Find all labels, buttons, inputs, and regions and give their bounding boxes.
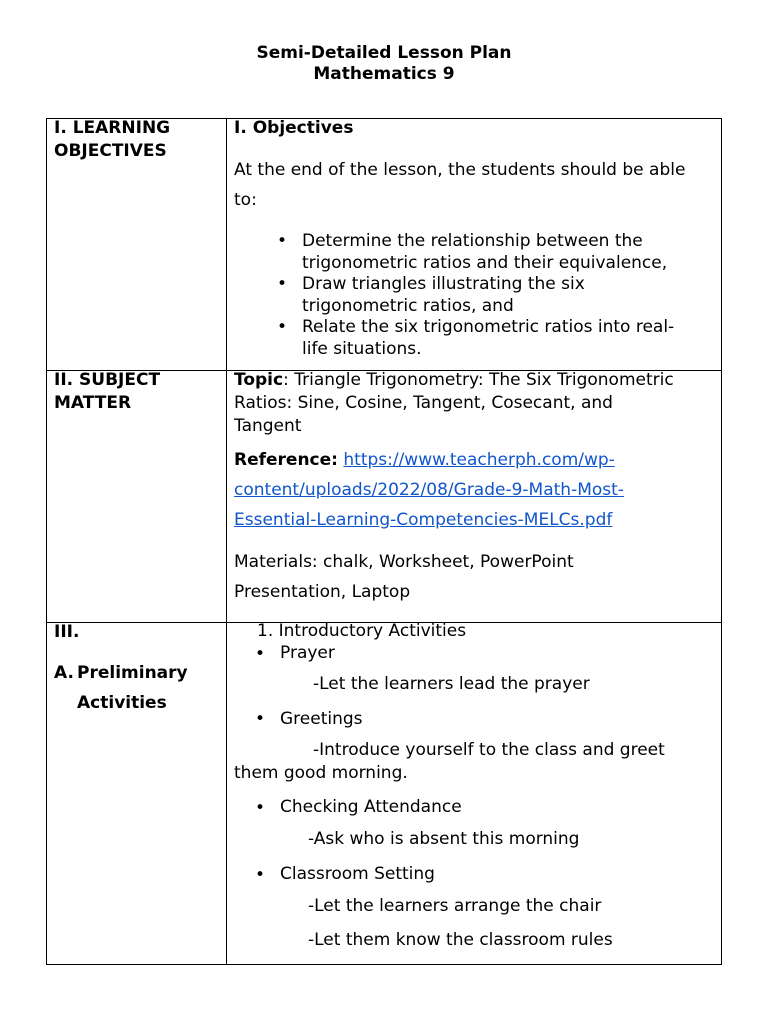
procedure-label-roman: III. [54,622,80,642]
objective-item-1-line1: Determine the relationship between the [302,231,643,251]
bullet-dot-icon: • [255,798,266,818]
topic-line2: Ratios: Sine, Cosine, Tangent, Cosecant, and [234,393,613,413]
subject-label-line1: II. SUBJECT [54,370,161,390]
objective-item-3-line1: Relate the six trigonometric ratios into real- [302,317,675,337]
procedure-label-a: A. [54,663,74,683]
prayer-item: Prayer [280,643,335,663]
bullet-dot-icon: • [277,274,288,294]
table-border-bottom [46,964,722,965]
topic-line1 [234,369,674,391]
procedure-label-line1: Preliminary [77,663,188,683]
materials-line1: Materials: chalk, Worksheet, PowerPoint [234,552,574,572]
greetings-note-line1: -Introduce yourself to the class and greet [313,740,665,760]
reference-label: Reference: [234,450,338,470]
reference-link-part2[interactable]: content/uploads/2022/08/Grade-9-Math-Most- [234,480,624,500]
procedure-label-line2: Activities [77,693,167,713]
table-border-left [46,118,47,965]
materials-line2: Presentation, Laptop [234,582,411,602]
topic-text: : Triangle Trigonometry: The Six Trigonometric [283,370,674,390]
table-border-right [721,118,722,965]
introductory-activities: 1. Introductory Activities [257,621,467,641]
attendance-item: Checking Attendance [280,797,462,817]
prayer-note: -Let the learners lead the prayer [313,674,590,694]
attendance-note: -Ask who is absent this morning [308,829,580,849]
bullet-dot-icon: • [255,709,266,729]
objectives-label-line1: I. LEARNING [54,118,171,138]
objectives-label-line2: OBJECTIVES [54,141,167,161]
bullet-dot-icon: • [255,865,266,885]
bullet-dot-icon: • [277,317,288,337]
topic-label: Topic [234,370,284,390]
subject-label-line2: MATTER [54,393,132,413]
topic-line3: Tangent [234,416,302,436]
reference-line3 [234,509,612,531]
greetings-item: Greetings [280,709,363,729]
document-title: Semi-Detailed Lesson Plan [256,43,512,63]
greetings-note-line2: them good morning. [234,763,408,783]
objectives-heading: I. Objectives [234,118,354,138]
objectives-intro-line1: At the end of the lesson, the students should be able [234,160,686,180]
reference-link-part3[interactable]: Essential-Learning-Competencies-MELCs.pdf [234,510,613,530]
setting-note-line1: -Let the learners arrange the chair [308,896,602,916]
objectives-intro-line2: to: [234,190,257,210]
setting-note-line2: -Let them know the classroom rules [308,930,613,950]
objective-item-2-line2: trigonometric ratios, and [302,296,514,316]
classroom-setting-item: Classroom Setting [280,864,435,884]
objective-item-1-line2: trigonometric ratios and their equivalence, [302,253,668,273]
reference-line2 [234,479,624,501]
reference-line1 [234,449,615,471]
bullet-dot-icon: • [255,644,266,664]
bullet-dot-icon: • [277,231,288,251]
objective-item-2-line1: Draw triangles illustrating the six [302,274,585,294]
reference-link-part1[interactable]: https://www.teacherph.com/wp- [343,450,615,470]
document-subtitle: Mathematics 9 [313,64,455,84]
objective-item-3-line2: life situations. [302,339,422,359]
table-column-divider [226,118,227,965]
